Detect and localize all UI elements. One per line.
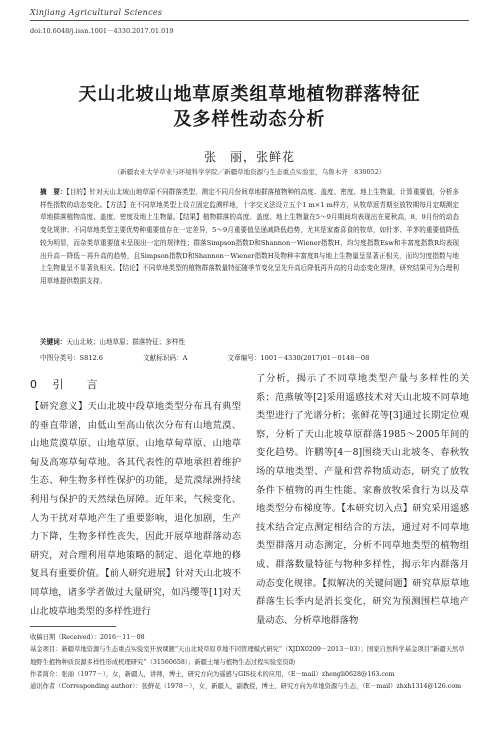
- doi: doi:10.6048/j.issn.1001－4330.2017.01.019: [30, 27, 174, 35]
- keywords-label: 关键词：: [40, 338, 67, 346]
- footnote-corresponding: 通讯作者（Corresponding author）：张鲜花（1978－），女，新疆人，副教授，博士，研究方向为草地资源与生态，（E－mail）zhxh1314@126.com: [30, 683, 462, 691]
- abstract: [40, 186, 459, 288]
- keywords: [40, 336, 459, 348]
- journal-name: Xinjiang Agricultural Sciences: [30, 8, 163, 17]
- footnote-author: 作者简介：张丽（1977－），女，新疆人，讲师，博士，研究方向为遥感与GIS技术的应用，（E－mail）zhengli0628@163.com: [30, 670, 395, 678]
- keywords-text: 天山北坡；山地草原；群落特征；多样性: [66, 338, 186, 346]
- clc-number: 中图分类号：S812.6: [40, 354, 103, 362]
- article-number: 文章编号：1001－4330(2017)01－0148－08: [227, 354, 370, 362]
- abstract-text: 【目的】针对天山北坡山地草原不同群落类型，测定不同月份间草地群落植物种的高度、盖度、密度、地上生物量，计算重要值，分析多样性指数的动态变化。【方法】在不同草地类型上设立固定监测样地，十字交叉法设立五个1 m×1 m样方，从牧草返青期至放牧期每月定期测定草地群落植物高度、盖度、密度及地上生物量。【结果】植物群落的高度、盖度、地上生物量在5～9月期间均表现出在夏秋高，8，9月份的动态变化规律；不同草地类型主要优势种重要值存在一定差异，5～9月重要值呈递减降低趋势，尤其是家畜喜食的牧草，如针茅、羊茅的重要值降低较为明显，而杂类草重要值未呈现出一定的规律性；群落Simpson指数D和Shannon－Wiener指数H、均匀度指数Esw和丰富度指数R均表现出升高－降低－再升高的趋势，且Simpson指数D和Shannon－Wiener指数H及物种丰富度R与地上生物量呈显著正相关，而均匀度指数与地上生物量呈不显著负相关。【结论】不同草地类型的植物群落数量特征随季节变化呈先升高后降低再升高的月动态变化规律，研究结果可为合理利用草地提供数据支持。: [40, 188, 460, 285]
- authors: 张 丽，张鲜花: [203, 150, 295, 164]
- document-code: 文献标识码：A: [143, 354, 188, 362]
- article-title-line1: 天山北坡山地草原类组草地植物群落特征: [78, 84, 421, 105]
- footnote-received: 收稿日期（Received）：2016－11－08: [30, 634, 145, 641]
- abstract-label: 摘 要：: [40, 188, 67, 196]
- section-number: 0: [30, 378, 43, 391]
- body-right-column: 了分析，揭示了不同草地类型产量与多样性的关系；范燕敏等[2]采用遥感技术对天山北坡不同草地类型进行了光谱分析；张鲜花等[3]通过长期定位观察，分析了天山北坡草原群落1985～2005年间的变化趋势。许鹏等[4－8]围绕天山北坡冬、春秋牧场的草地类型、产量和营养物质动态，研究了放牧条件下植物的再生性能、家畜放牧采食行为以及草地类型分布梯度等。【本研究切入点】研究采用遥感技术结合定点测定相结合的方法，通过对不同草地类型群落月动态测定，分析不同草地类型的植物组成、群落数量特征与物种多样性，揭示年内群落月动态变化规律。【拟解决的关键问题】研究草原草地群落生长季内是消长变化，研究为预测围栏草地产量动态、分析草地群落物: [256, 373, 469, 626]
- classification-line: [40, 352, 459, 362]
- article-title-line2: 及多样性动态分析: [173, 109, 326, 130]
- footnote-funding: 基金项目：新疆草地资源与生态重点实验室开放课题“天山北坡草原草地不同管理模式研究”（XJDX0209－2013－03）；国家自然科学基金项目“新疆天然草地野生植物种质资源多样性形成机理研究”（31560658）；新疆土壤与植物生态过程实验室资助: [30, 646, 465, 666]
- header-rule: [30, 20, 469, 21]
- section-heading: [30, 376, 104, 392]
- body-left-column: 【研究意义】天山北坡中段草地类型分布具有典型的垂直带谱，由低山至高山依次分布有山地荒漠、山地荒漠草原、山地草原、山地草甸草原、山地草甸及高寒草甸草地。各其代表性的草地承担着维护生态、种生物多样性保护的功能，是荒漠绿洲持续利用与保护的天然绿色屏障。近年来，气候变化、人为干扰对草地产生了重要影响，退化加剧，生产力下降，生物多样性丧失，因此开展草地群落动态研究，对合理利用草地策略的制定、退化草地的修复具有重要价值。【前人研究进展】针对天山北坡不同草地，诸多学者做过大量研究，如冯缨等[1]对天山北坡草地类型的多样性进行: [30, 401, 241, 617]
- affiliation: （新疆农业大学草业与环境科学学院／新疆草地资源与生态重点实验室，乌鲁木齐 830052）: [113, 168, 386, 176]
- section-title: 引 言: [52, 378, 104, 391]
- footnotes: [30, 632, 469, 693]
- footnote-rule: [30, 626, 116, 627]
